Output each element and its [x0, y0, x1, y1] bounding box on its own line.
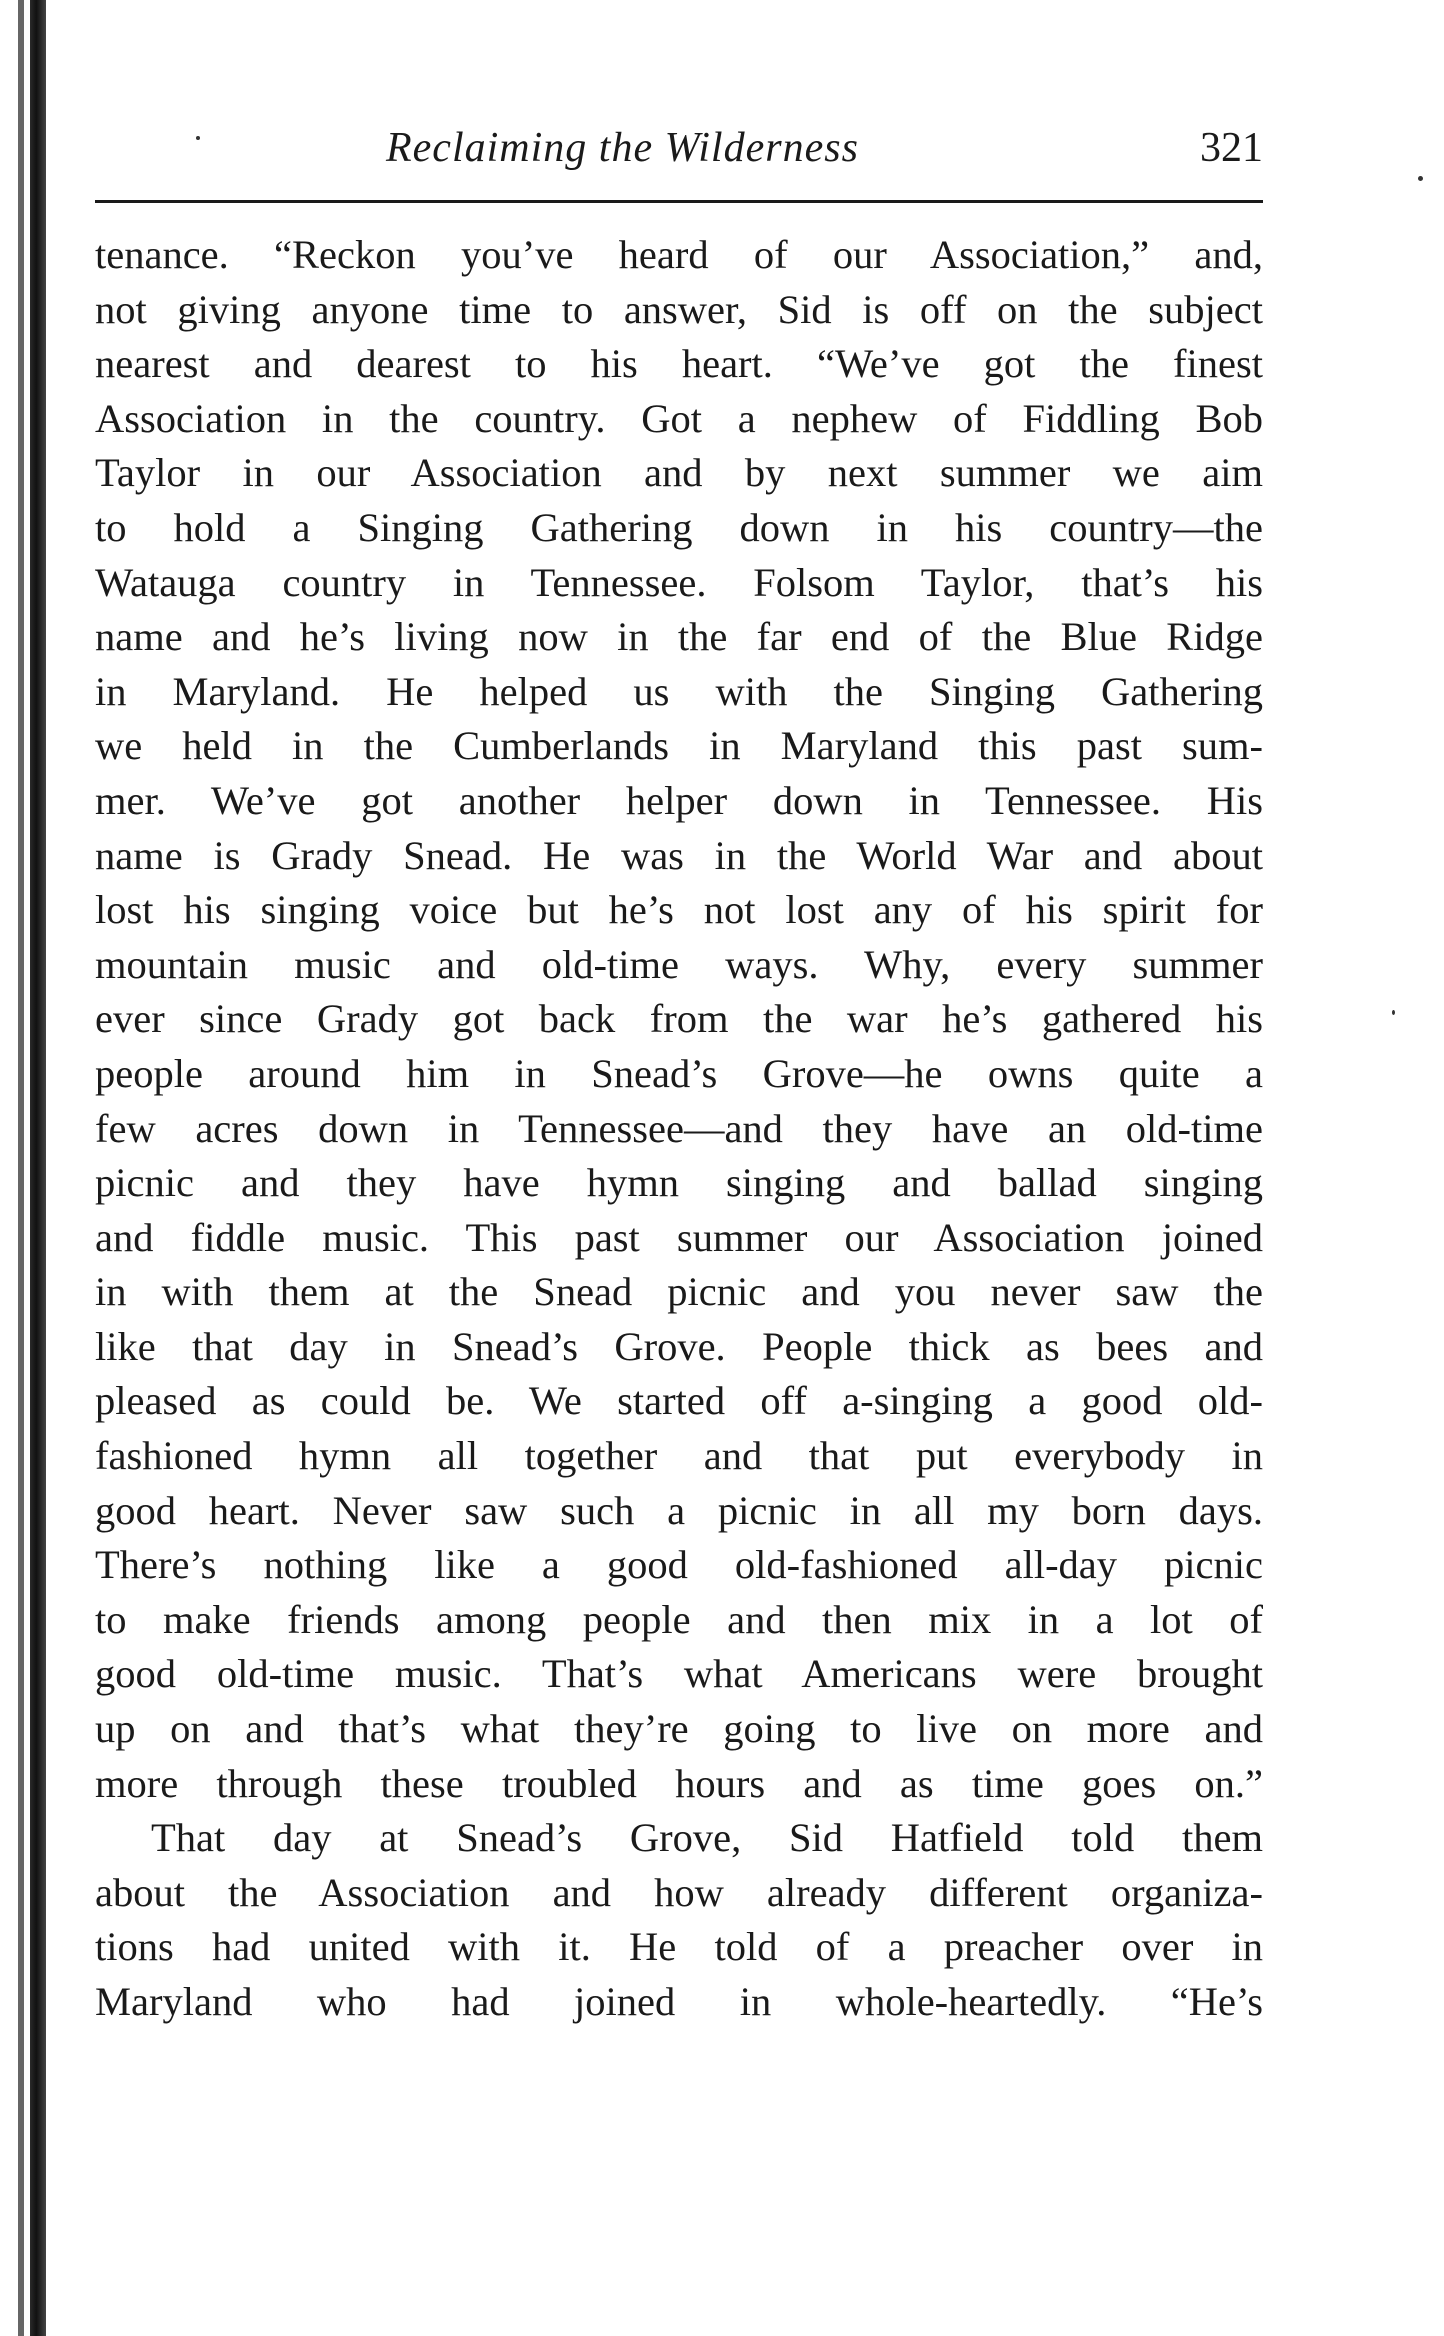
binding-edge: [18, 0, 24, 2336]
text-line: up on and that’s what they’re going to live on more and: [95, 1706, 1263, 1752]
text-line: Watauga country in Tennessee. Folsom Taylor, that’s his: [95, 559, 1263, 605]
text-line: name and he’s living now in the far end of the Blue Ridge: [95, 614, 1263, 660]
text-line: lost his singing voice but he’s not lost any of his spirit for: [95, 887, 1263, 933]
running-title: Reclaiming the Wilderness: [386, 125, 859, 171]
text-line: to make friends among people and then mix in a lot of: [95, 1596, 1263, 1642]
text-line: in Maryland. He helped us with the Singing Gathering: [95, 668, 1263, 714]
text-line: in with them at the Snead picnic and you never saw the: [95, 1269, 1263, 1315]
text-line: pleased as could be. We started off a-singing a good old-: [95, 1378, 1263, 1424]
print-speck: [1418, 176, 1423, 181]
text-line: picnic and they have hymn singing and ballad singing: [95, 1160, 1263, 1206]
header-rule: [95, 200, 1263, 203]
text-line: name is Grady Snead. He was in the World War and about: [95, 832, 1263, 878]
text-line: like that day in Snead’s Grove. People thick as bees and: [95, 1323, 1263, 1369]
text-line: Association in the country. Got a nephew of Fiddling Bob: [95, 395, 1263, 441]
text-line: Maryland who had joined in whole-heartedly. “He’s: [95, 1979, 1263, 2024]
text-line: good heart. Never saw such a picnic in all my born days.: [95, 1487, 1263, 1533]
binding-shadow: [30, 0, 46, 2336]
print-speck: [196, 136, 200, 140]
text-line: nearest and dearest to his heart. “We’ve got the finest: [95, 341, 1263, 387]
text-line: There’s nothing like a good old-fashioned all-day picnic: [95, 1542, 1263, 1588]
page-header: [95, 118, 1263, 178]
text-line: people around him in Snead’s Grove—he owns quite a: [95, 1050, 1263, 1096]
text-line: more through these troubled hours and as time goes on.”: [95, 1760, 1263, 1806]
text-line: Taylor in our Association and by next summer we aim: [95, 450, 1263, 496]
text-line: few acres down in Tennessee—and they have an old-time: [95, 1105, 1263, 1151]
text-line: to hold a Singing Gathering down in his country—the: [95, 504, 1263, 550]
text-line: not giving anyone time to answer, Sid is off on the subject: [95, 286, 1263, 332]
text-line: good old-time music. That’s what Americans were brought: [95, 1651, 1263, 1697]
text-line: mountain music and old-time ways. Why, every summer: [95, 941, 1263, 987]
body-text: [95, 228, 1263, 2030]
text-line: ever since Grady got back from the war he’s gathered his: [95, 996, 1263, 1042]
print-speck: [1392, 1010, 1395, 1015]
paragraph-start-line: That day at Snead’s Grove, Sid Hatfield told them: [151, 1815, 1263, 1861]
text-line: fashioned hymn all together and that put everybody in: [95, 1433, 1263, 1479]
text-line: we held in the Cumberlands in Maryland this past sum-: [95, 723, 1263, 769]
text-line: tions had united with it. He told of a preacher over in: [95, 1924, 1263, 1970]
text-line: mer. We’ve got another helper down in Tennessee. His: [95, 777, 1263, 823]
page-number: 321: [1200, 125, 1263, 171]
text-line: and fiddle music. This past summer our Association joined: [95, 1214, 1263, 1260]
text-line: about the Association and how already different organiza-: [95, 1869, 1263, 1915]
text-line: tenance. “Reckon you’ve heard of our Association,” and,: [95, 232, 1263, 277]
